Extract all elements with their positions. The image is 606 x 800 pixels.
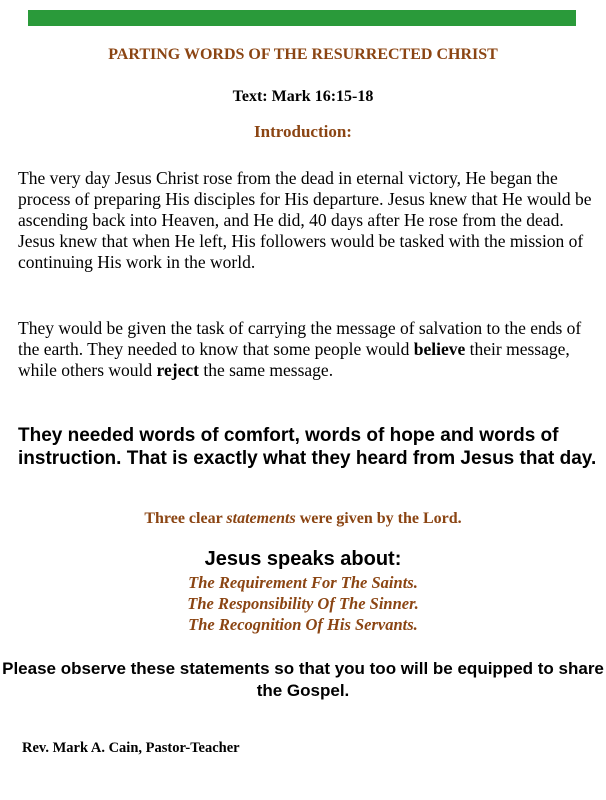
three-after: were given by the Lord. xyxy=(295,510,462,527)
intro-paragraph-1: The very day Jesus Christ rose from the dead in eternal victory, He began the process of preparing His disciples for His departure. Jesus knew that He would be ascending back into Heaven, and He did, 40 days after He rose from the dead. Jesus knew that when He left, His followers would be tasked with the mission of continuing His work in the world. xyxy=(18,168,592,272)
intro-paragraph-2 xyxy=(18,318,593,381)
believe-word: believe xyxy=(413,339,466,359)
green-header-bar xyxy=(28,10,576,26)
signature: Rev. Mark A. Cain, Pastor-Teacher xyxy=(22,740,240,756)
statement-3: The Recognition Of His Servants. xyxy=(188,615,418,634)
statements-word: statements xyxy=(226,510,296,527)
statements-list xyxy=(0,572,606,635)
statement-1: The Requirement For The Saints. xyxy=(188,573,418,592)
statement-2: The Responsibility Of The Sinner. xyxy=(187,594,419,613)
para2-part2: their message, while others would xyxy=(18,339,570,380)
closing-statement: Please observe these statements so that you too will be equipped to share the Gospel. xyxy=(2,659,604,700)
three-before: Three clear xyxy=(144,510,227,527)
scripture-reference: Text: Mark 16:15-18 xyxy=(232,88,374,105)
reject-word: reject xyxy=(156,360,199,380)
jesus-speaks-heading: Jesus speaks about: xyxy=(204,548,402,570)
para2-part1: They would be given the task of carrying the message of salvation to the ends of the earth. They needed to know that some people would xyxy=(18,318,582,359)
para2-part3: the same message. xyxy=(198,360,334,380)
emphasis-paragraph: They needed words of comfort, words of hope and words of instruction. That is exactly what they heard from Jesus that day. xyxy=(18,425,597,469)
sermon-title: PARTING WORDS OF THE RESURRECTED CHRIST xyxy=(108,46,498,63)
three-statements-line xyxy=(0,510,606,528)
introduction-heading: Introduction: xyxy=(254,122,352,141)
